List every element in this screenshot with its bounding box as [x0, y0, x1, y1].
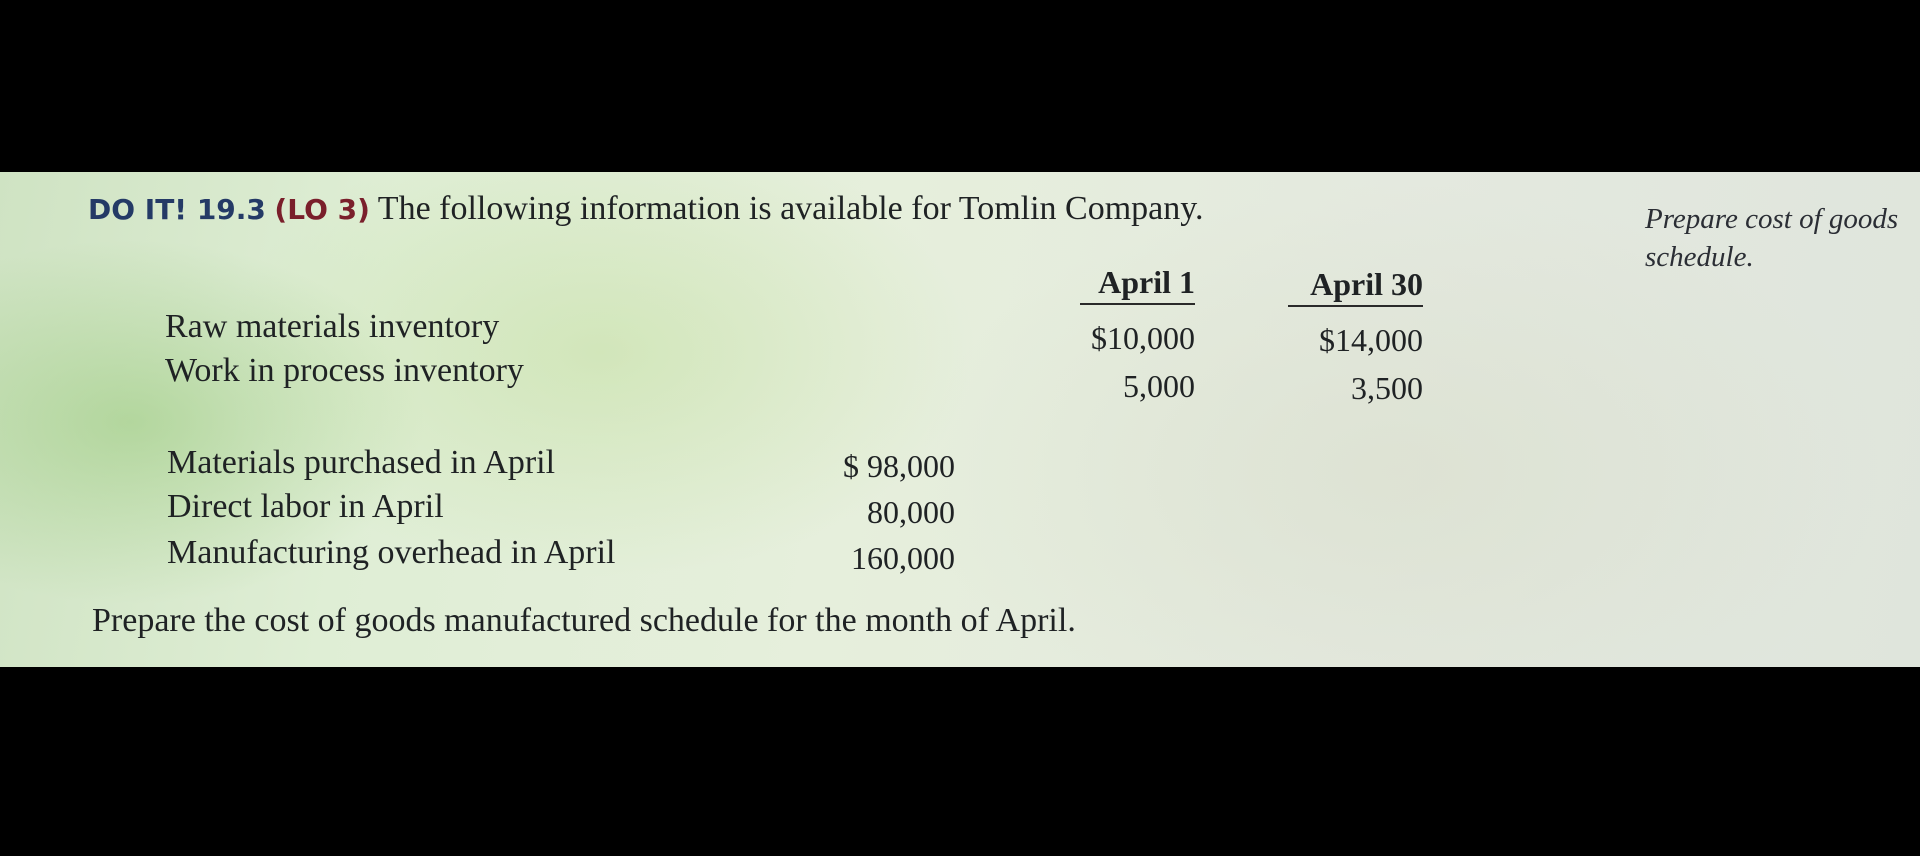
cost-row-label: Direct labor in April	[167, 488, 444, 525]
learning-objective: (LO 3)	[274, 193, 370, 226]
inventory-row-april-30: $14,000	[1319, 322, 1423, 358]
inventory-row-april-1: 5,000	[1123, 368, 1195, 404]
problem-intro: The following information is available for Tomlin Company.	[377, 190, 1204, 227]
cost-row-amount: 160,000	[851, 540, 955, 576]
problem-heading	[88, 190, 1204, 228]
inventory-row-april-1: $10,000	[1091, 320, 1195, 356]
cost-row-amount: $ 98,000	[843, 448, 955, 484]
textbook-page	[0, 172, 1920, 667]
inventory-row-april-30: 3,500	[1351, 370, 1423, 406]
cost-row-label: Materials purchased in April	[167, 444, 556, 481]
inventory-row-label: Raw materials inventory	[165, 308, 500, 345]
inventory-row-label: Work in process inventory	[165, 352, 524, 389]
instruction-text: Prepare the cost of goods manufactured schedule for the month of April.	[92, 602, 1076, 639]
column-header-april-30: April 30	[1288, 266, 1423, 307]
cost-row-label: Manufacturing overhead in April	[167, 534, 616, 571]
problem-tag: DO IT! 19.3	[88, 193, 266, 226]
column-header-april-1: April 1	[1080, 264, 1195, 305]
margin-note	[1645, 200, 1898, 276]
margin-note-line-2: schedule.	[1645, 241, 1754, 273]
margin-note-line-1: Prepare cost of goods	[1645, 203, 1899, 235]
cost-row-amount: 80,000	[867, 494, 955, 530]
